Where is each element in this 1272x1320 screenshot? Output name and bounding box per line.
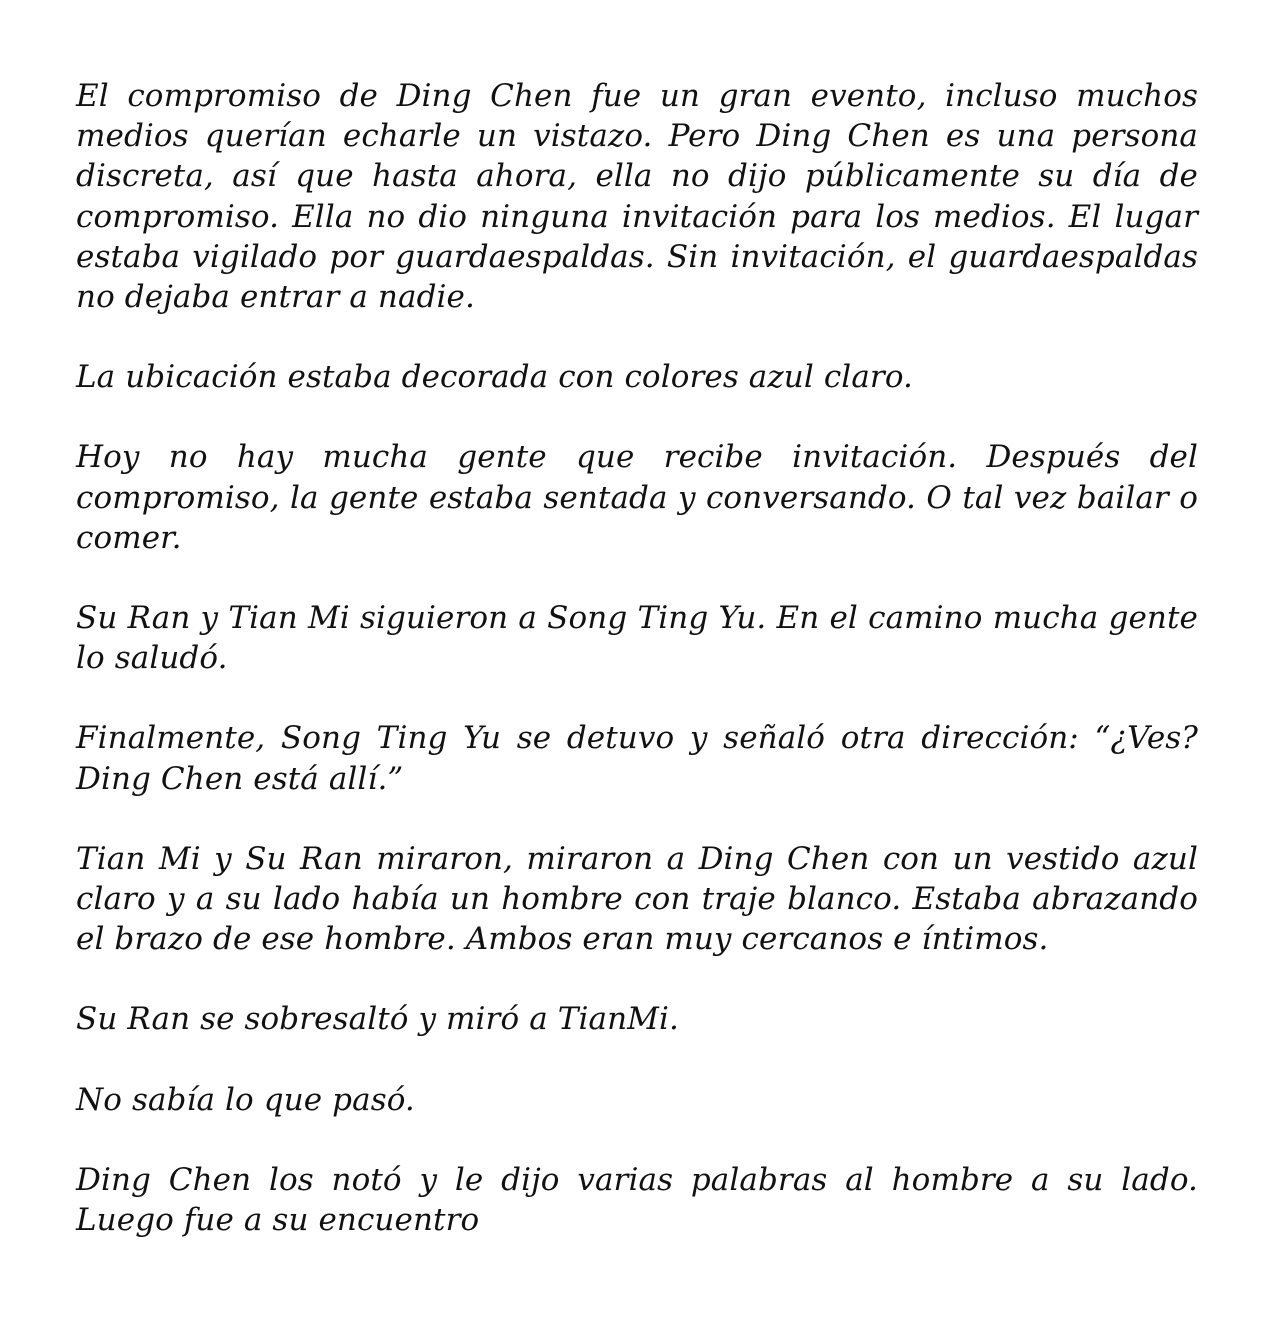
paragraph-5: Finalmente, Song Ting Yu se detuvo y señaló otra dirección: “¿Ves? Ding Chen está allí.”	[76, 720, 1198, 797]
paragraph-6: Tian Mi y Su Ran miraron, miraron a Ding Chen con un vestido azul claro y a su lado había un hombre con traje blanco. Estaba abrazando el brazo de ese hombre. Ambos eran muy cercanos e íntimos.	[76, 840, 1198, 958]
paragraph-8: No sabía lo que pasó.	[76, 1081, 415, 1118]
paragraph-1: El compromiso de Ding Chen fue un gran evento, incluso muchos medios querían echarle un vistazo. Pero Ding Chen es una persona discreta, así que hasta ahora, ella no dijo públicamente su día de compromiso. Ella no dio ninguna invitación para los medios. El lugar estaba vigilado por guardaespaldas. Sin invitación, el guardaespaldas no dejaba entrar a nadie.	[76, 78, 1198, 316]
paragraph-7: Su Ran se sobresaltó y miró a TianMi.	[76, 1001, 679, 1038]
document-page	[76, 76, 1198, 1240]
paragraph-3: Hoy no hay mucha gente que recibe invitación. Después del compromiso, la gente estaba sentada y conversando. O tal vez bailar o comer.	[76, 439, 1198, 556]
paragraph-9: Ding Chen los notó y le dijo varias palabras al hombre a su lado. Luego fue a su encuentro	[76, 1161, 1198, 1239]
paragraph-2: La ubicación estaba decorada con colores azul claro.	[76, 359, 913, 396]
paragraph-4: Su Ran y Tian Mi siguieron a Song Ting Yu. En el camino mucha gente lo saludó.	[76, 600, 1198, 677]
